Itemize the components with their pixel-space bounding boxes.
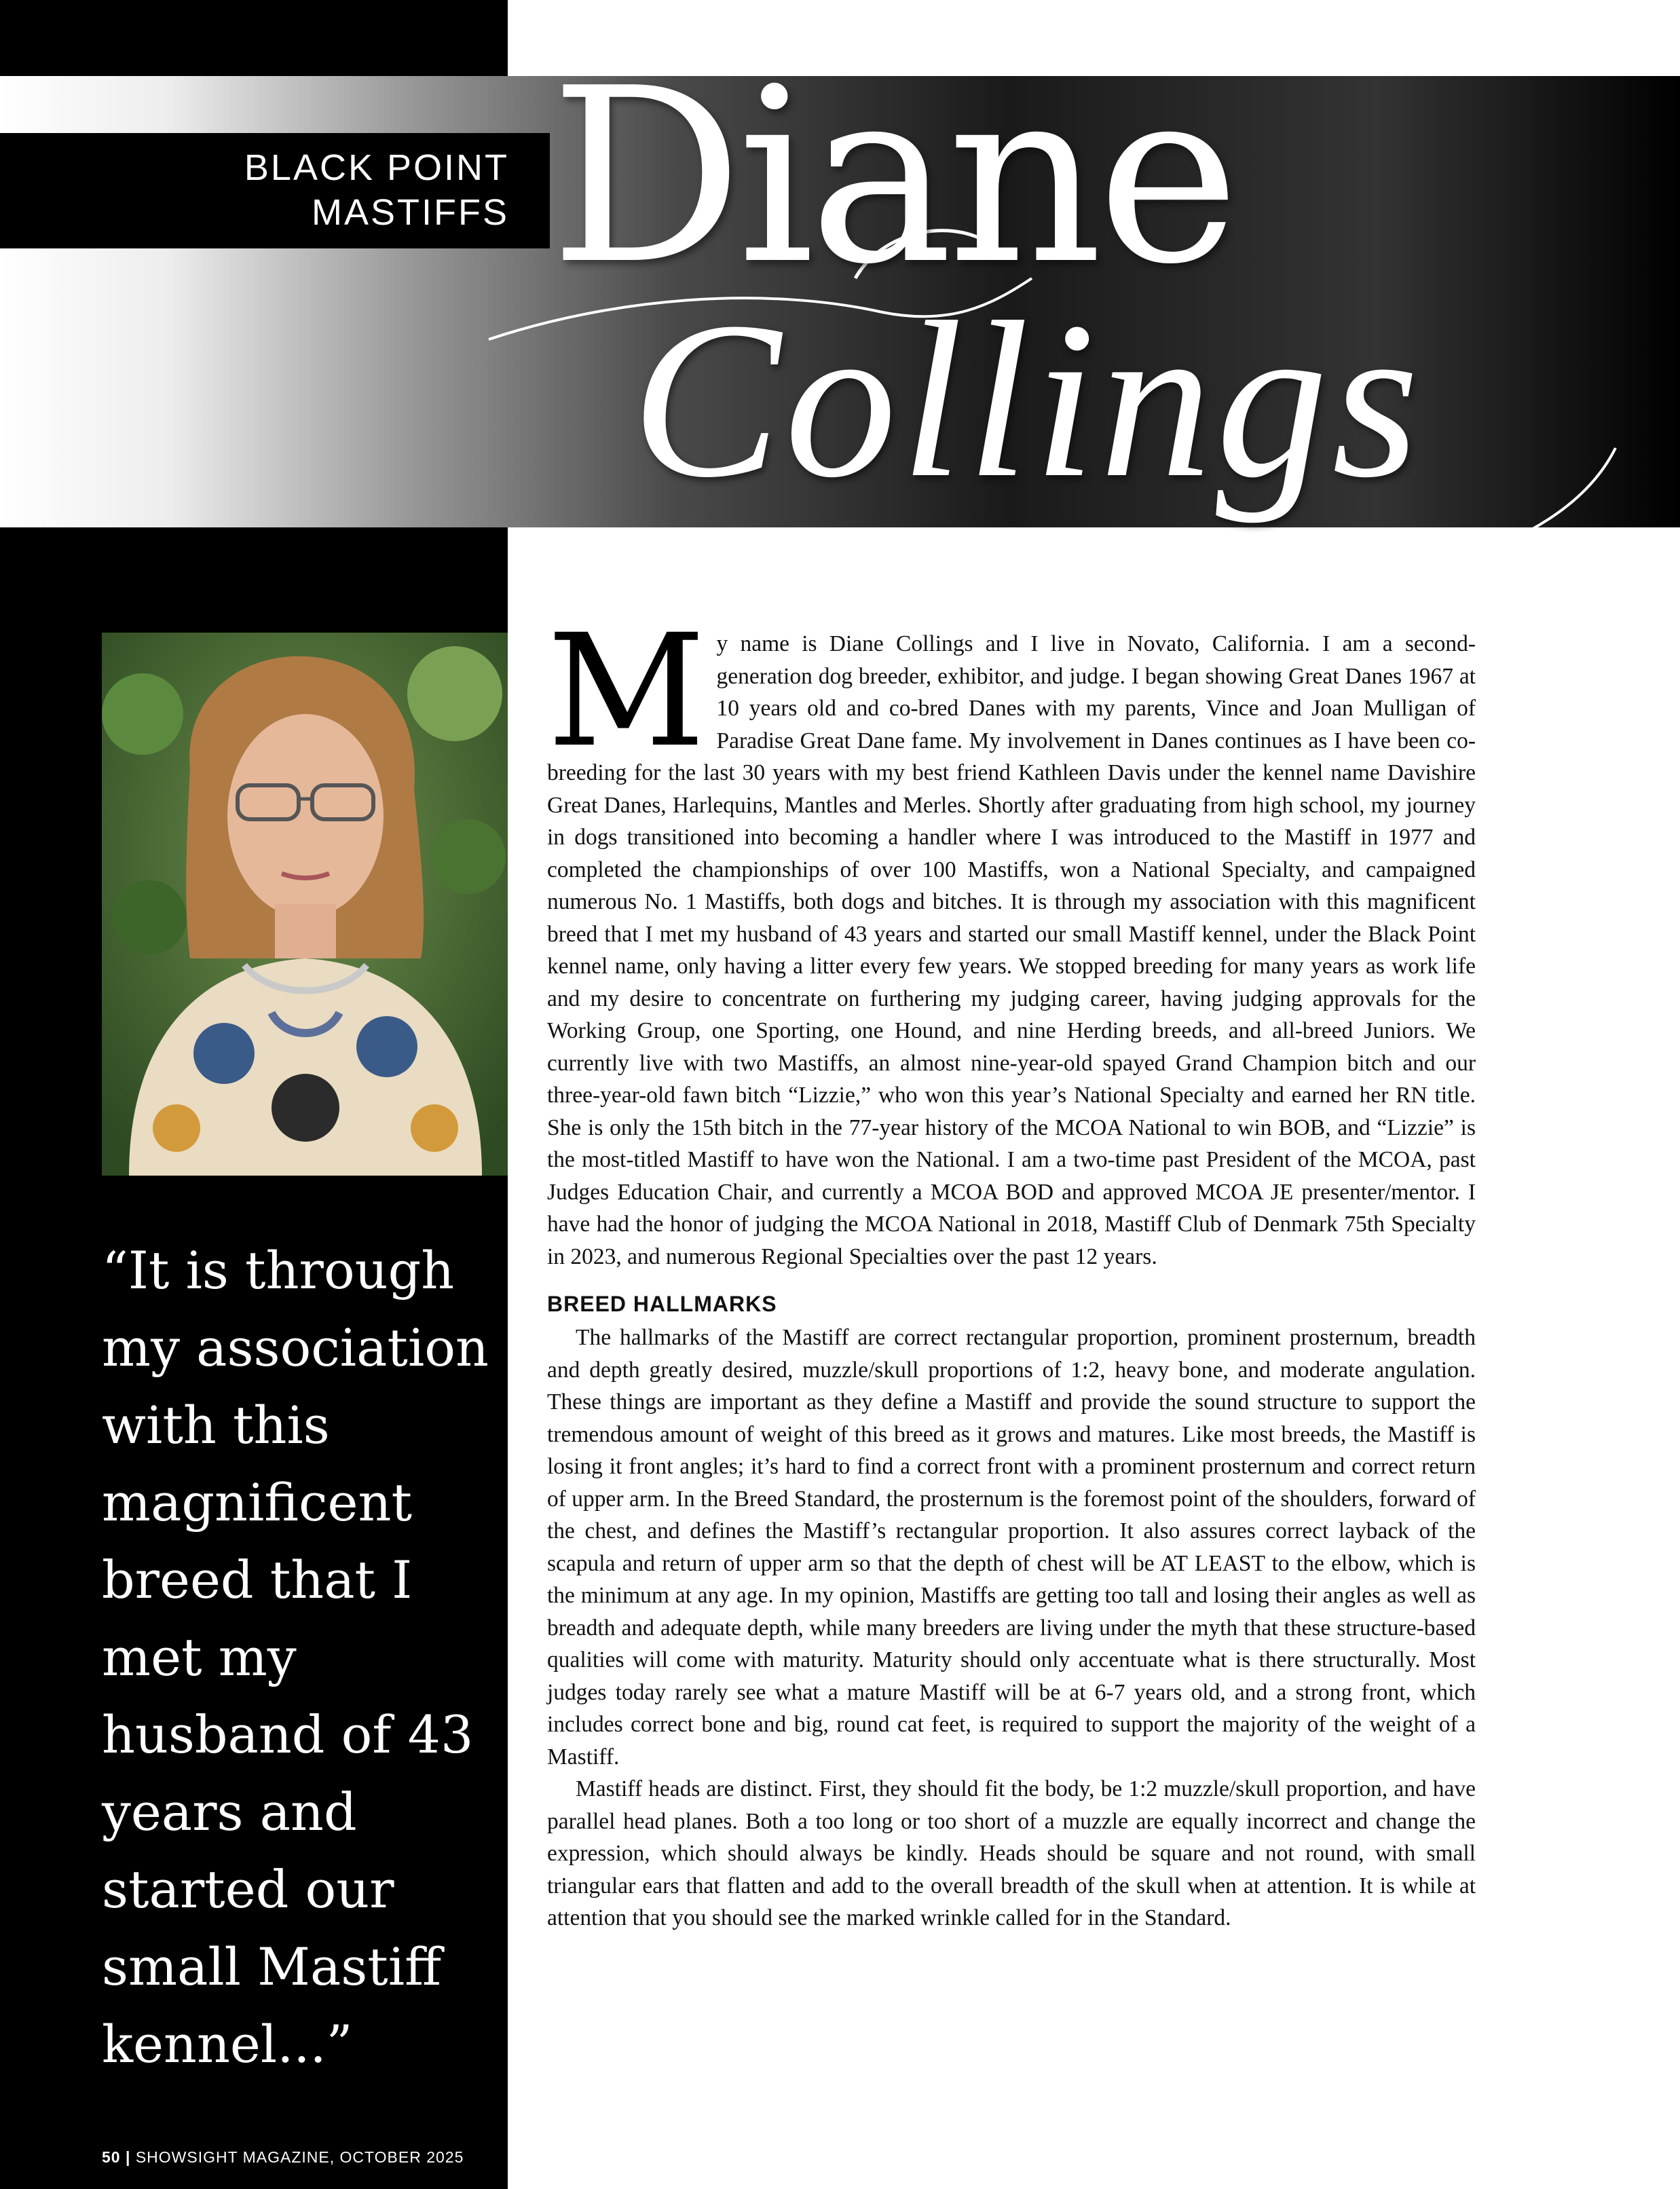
page-footer [102,2148,464,2167]
intro-paragraph [547,601,1476,1273]
kennel-name-line1: BLACK POINT [244,147,509,188]
footer-separator: | [125,2148,131,2166]
title-last-name: Collings [631,276,1423,524]
article-body [547,601,1476,1934]
body-paragraph: Mastiff heads are distinct. First, they should fit the body, be 1:2 muzzle/skull proportion, and have parallel head planes. Both a too long or too short of a muzzle are equally incorrect and change the expression, which should always be kindly. Heads should be square and not round, with small triangular ears that flatten and add to the overall breadth of the skull when at attention. It is while at attention that you should see the marked wrinkle called for in the Standard. [547,1776,1476,1930]
title-first-name: Diane [550,36,1235,317]
publication-info: SHOWSIGHT MAGAZINE, OCTOBER 2025 [135,2148,464,2166]
kennel-name-line2: MASTIFFS [312,192,509,233]
drop-cap: M [547,601,706,781]
body-paragraph: The hallmarks of the Mastiff are correct rectangular proportion, prominent prosternum, breadth and depth greatly desired, muzzle/skull proportions of 1:2, heavy bone, and moderate angulation. These things are important as they define a Mastiff and provide the sound structure to support the tremendous amount of weight of this breed as it grows and matures. Like most breeds, the Mastiff is losing it front angles; it’s hard to find a correct front with a prominent prosternum and correct return of upper arm. In the Breed Standard, the prosternum is the foremost point of the shoulders, forward of the chest, and defines the Mastiff’s rectangular proportion. It also assures correct layback of the scapula and return of upper arm so that the depth of chest will be AT LEAST to the elbow, which is the minimum at any age. In my opinion, Mastiffs are getting too tall and losing their angles as well as breadth and adequate depth, while many breeders are living under the myth that these structure-based qualities will come with maturity. Maturity should only accentuate what is there structurally. Most judges today rarely see what a mature Mastiff will be at 6-7 years old, and a strong front, which includes correct bone and big, round cat feet, is required to support the majority of the weight of a Mastiff. [547,1325,1476,1770]
kennel-name [34,145,509,235]
section-heading: BREED HALLMARKS [547,1292,777,1316]
intro-text: y name is Diane Collings and I live in Novato, California. I am a second-generation dog breeder, exhibitor, and judge. I began showing Great Danes 1967 at 10 years old and co-bred Danes with my parents, Vince and Joan Mulligan of Paradise Great Dane fame. My involvement in Danes continues as I have been co-breeding for the last 30 years with my best friend Kathleen Davis under the kennel name Davishire Great Danes, Harlequins, Mantles and Merles. Shortly after graduating from high school, my journey in dogs transitioned into becoming a handler where I was introduced to the Mastiff in 1977 and completed the championships of over 100 Mastiffs, won a National Specialty, and campaigned numerous No. 1 Mastiffs, both dogs and bitches. It is through my association with this magnificent breed that I met my husband of 43 years and started our small Mastiff kennel, under the Black Point kennel name, only having a litter every few years. We stopped breeding for many years as work life and my desire to concentrate on furthering my judging career, having judging approvals for the Working Group, one Sporting, one Hound, and nine Herding breeds, and all-breed Juniors. We currently live with two Mastiffs, an almost nine-year-old spayed Grand Champion bitch and our three-year-old fawn bitch “Lizzie,” who won this year’s National Specialty and earned her RN title. She is only the 15th bitch in the 77-year history of the MCOA National to win BOB, and “Lizzie” is the most-titled Mastiff to have won the National. I am a two-time past President of the MCOA, past Judges Education Chair, and currently a MCOA BOD and approved MCOA JE presenter/mentor. I have had the honor of judging the MCOA National in 2018, Mastiff Club of Denmark 75th Specialty in 2023, and numerous Regional Specialties over the past 12 years. [547,631,1476,1269]
pull-quote: “It is through my association with this magnificent breed that I met my husband of 43 years and started our small Mastiff kennel...” [102,1240,489,2074]
page-number: 50 [102,2148,121,2166]
kennel-name-bar [0,133,550,248]
author-portrait-photo [102,633,508,1176]
